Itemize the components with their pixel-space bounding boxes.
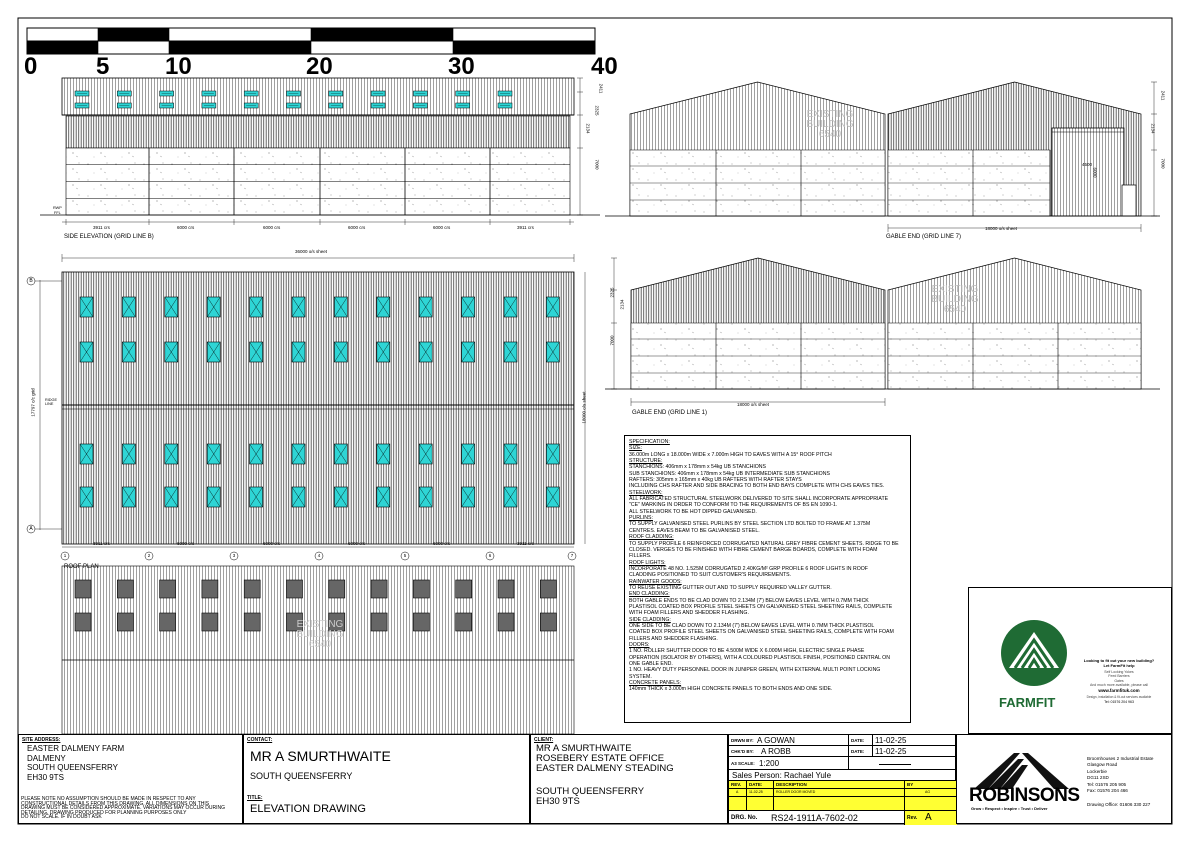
side-dim-6: 3911 crs — [517, 225, 534, 230]
roof-bay-3: 6000 crs — [263, 541, 281, 546]
roof-width-left: 17797 c/c grid — [30, 388, 36, 417]
gable7-existing: EXISTING BUILDING 6540 — [806, 109, 854, 140]
spec-line: INCORPORATE 48 NO. 1.525M CORRUGATED 2.40KG/M² GRP PROFILE 6 ROOF LIGHTS IN ROOF — [629, 565, 868, 572]
scale-seg — [98, 28, 169, 41]
side-h-3: 2134 — [585, 123, 591, 134]
existing-rooflight — [160, 580, 176, 598]
robinsons-block — [956, 734, 1172, 824]
gable7-h-2: 2134 — [1150, 123, 1156, 134]
spec-line: 36.000m LONG x 18.000m WIDE x 7.000m HIGH TO EAVES WITH A 15° ROOF PITCH — [629, 451, 832, 458]
existing-rooflight — [202, 613, 218, 631]
farmfit-note: Design, installation & fit-out services available — [1086, 695, 1152, 699]
grid-b-label: B — [29, 278, 33, 284]
roof-grid-1: 1 — [63, 553, 67, 558]
existing-rooflight — [287, 580, 303, 598]
spec-line: INCLUDING CHS RAFTER AND SIDE BRACING TO BOTH END BAYS COMPLETE WITH CHS EAVES TIES. — [629, 483, 885, 490]
side-h-4: 7000 — [594, 159, 600, 170]
side-roof — [62, 78, 574, 115]
side-elevation-title: SIDE ELEVATION (GRID LINE B) — [64, 234, 154, 240]
spec-line: COATED BOX PROFILE STEEL SHEETS ON GALVANISED STEEL SHEETING RAILS, COMPLETE WITH FOAM — [629, 629, 894, 636]
farmfit-web[interactable]: www.farmfituk.com — [1098, 688, 1140, 693]
gable1-h-2: 2134 — [619, 299, 625, 310]
existing-rooflight — [244, 613, 260, 631]
spec-line: RAINWATER GOODS: — [629, 578, 682, 585]
roof-grid-7: 7 — [570, 553, 574, 558]
gable1-h-3: 7000 — [609, 335, 615, 346]
robinsons-address: Broomhouses 2 Industrial Estate Glasgow Road Lockerbie DG11 2SD Tel: 01576 205 905 Fax: 01576 204 466 — [1087, 756, 1154, 794]
drawing-number: RS24-1911A-7602-02 — [771, 813, 858, 823]
farmfit-logo-icon — [999, 618, 1069, 688]
side-dim-1: 3911 crs — [93, 225, 110, 230]
drawing-info-block: DRWN BY: A GOWAN DATE: 11-02-25 CHK'D BY: A ROBB DATE: 11-02-25 A3 SCALE: 1:200 Sales Person: Rachael Yule REV. DATE: DESCRIPTION A 11-02-25 ROLLER DOOR MOVED BY AG DRG. No. RS24-1911A-7602-02 Rev. A — [728, 734, 956, 824]
existing-rooflight — [540, 613, 556, 631]
farmfit-panel — [968, 587, 1172, 734]
spec-line: BOTH GABLE ENDS TO BE CLAD DOWN TO 2.134M (7') BELOW EAVES LEVEL WITH 0.7MM THICK — [629, 597, 869, 604]
existing-rooflight — [371, 613, 387, 631]
roof-width-right: 18000 o/s sheet — [581, 391, 587, 424]
farmfit-brand: FARMFIT — [999, 695, 1056, 710]
robinsons-strap: Grow • Respect • Inspire • Trust • Deliver — [971, 806, 1048, 811]
gable7-door-h: 6000 — [1092, 167, 1098, 178]
roof-grid-3: 3 — [232, 553, 236, 558]
robinsons-office: Drawing Office: 01606 330 227 — [1087, 802, 1151, 807]
date-drawn: 11-02-25 — [875, 736, 907, 745]
existing-rooflight — [75, 613, 91, 631]
gable1-h-1: 2325 — [609, 287, 615, 298]
scale-seg — [27, 41, 98, 54]
side-dim-3: 6000 crs — [263, 225, 281, 230]
gable7-width: 18000 o/s sheet — [985, 226, 1018, 231]
contact-name: MR A SMURTHWAITE — [250, 748, 391, 764]
existing-rooflight — [498, 580, 514, 598]
specification-panel — [624, 435, 911, 723]
scale-tick-40: 40 — [591, 53, 618, 80]
spec-line: 1 NO. HEAVY DUTY PERSONNEL DOOR IN JUNIPER GREEN, WITH EXTERNAL MULTI POINT LOCKING — [629, 667, 881, 674]
spec-line: ROOF CLADDING: — [629, 534, 674, 541]
side-ffl: FFL — [54, 211, 61, 215]
existing-rooflight — [75, 580, 91, 598]
existing-rooflight — [117, 613, 133, 631]
farmfit-items: Self Locking Yokes Feed Barriers Gates And much more available, please call — [1090, 670, 1148, 687]
scale-tick-5: 5 — [96, 53, 110, 80]
existing-rooflight — [329, 580, 345, 598]
gable7-roller-door — [1052, 128, 1124, 216]
checked-by: A ROBB — [761, 747, 791, 756]
contact-location: SOUTH QUEENSFERRY — [250, 771, 353, 781]
existing-rooflight — [413, 613, 429, 631]
existing-rooflight — [117, 580, 133, 598]
scale-tick-10: 10 — [165, 53, 192, 80]
spec-line: STEELWORK: — [629, 489, 663, 496]
roof-existing: EXISTING BUILDING 6540 — [296, 619, 344, 650]
spec-line: CONCRETE PANELS: — [629, 680, 682, 687]
spec-line: SIZE: — [629, 445, 642, 452]
client-name: MR A SMURTHWAITE ROSEBERY ESTATE OFFICE EASTER DALMENY STEADING — [536, 743, 674, 774]
roof-bay-6: 3911 crs — [517, 541, 534, 546]
spec-line: FILLERS AND SHEDDER FLASHING. — [629, 635, 718, 642]
spec-line: SPECIFICATION: — [629, 439, 670, 445]
roof-plan-outline — [62, 272, 574, 544]
existing-rooflight — [371, 580, 387, 598]
existing-rooflight — [160, 613, 176, 631]
roof-existing-building — [62, 566, 574, 734]
spec-line: ROOF LIGHTS: — [629, 559, 666, 566]
roof-bay-1: 3911 crs — [93, 541, 110, 546]
farmfit-tel: Tel: 01576 204 963 — [1104, 700, 1134, 704]
roof-bay-2: 6000 crs — [177, 541, 195, 546]
grid-a-label: A — [29, 526, 33, 532]
gable1-width: 18000 o/s sheet — [737, 402, 770, 407]
scale-tick-30: 30 — [448, 53, 475, 80]
spec-line: DOORS: — [629, 642, 650, 648]
spec-line: 1 NO. ROLLER SHUTTER DOOR TO BE 4.500M WIDE X 6.000M HIGH, ELECTRIC SINGLE PHASE — [629, 648, 865, 655]
spec-line: PURLINS: — [629, 515, 653, 522]
contact-cell: CONTACT: MR A SMURTHWAITE SOUTH QUEENSFERRY TITLE: ELEVATION DRAWING — [243, 734, 530, 824]
roof-grid-2: 2 — [147, 553, 151, 558]
existing-rooflight — [244, 580, 260, 598]
spec-line: TO SUPPLY GALVANISED STEEL PURLINS BY STEEL SECTION LTD BOLTED TO FRAME AT 1.375M — [629, 521, 871, 528]
side-cladding — [66, 116, 570, 148]
drawing-scale: 1:200 — [759, 759, 780, 768]
roof-ridge-label: RIDGE LINE — [45, 398, 58, 406]
spec-line: ONE GABLE END. — [629, 661, 673, 668]
spec-line: PLASTISOL COATED BOX PROFILE STEEL SHEETS ON GALVANISED STEEL SHEETING RAILS, COMPLETE — [629, 603, 893, 610]
scale-seg — [311, 28, 453, 41]
spec-line: 140mm THICK x 3.000m HIGH CONCRETE PANELS TO BOTH ENDS AND ONE SIDE. — [629, 686, 833, 693]
spec-line: ONE SIDE TO BE CLAD DOWN TO 2.134M (7') BELOW EAVES LEVEL WITH 0.7MM THICK PLASTISOL — [629, 622, 875, 629]
roof-grid-6: 6 — [488, 553, 492, 558]
roof-length: 36000 o/s sheet — [295, 249, 328, 254]
spec-line: WITH FOAM FILLERS AND SHEDDER FLASHING. — [629, 610, 749, 617]
side-rwp: RWP — [53, 206, 62, 210]
revision-table: REV. DATE: DESCRIPTION A 11-02-25 ROLLER DOOR MOVED — [729, 781, 905, 811]
gable1-existing: EXISTING BUILDING 6540 — [931, 284, 979, 315]
side-dim-4: 6000 crs — [348, 225, 366, 230]
farmfit-tagline: Looking to fit out your new building? — [1083, 658, 1155, 663]
gable7-h-1: 2411 — [1160, 90, 1166, 101]
spec-line: FILLERS. — [629, 553, 652, 560]
revision-letter: A — [925, 812, 932, 823]
robinsons-brand: ROBINSONS — [969, 785, 1080, 806]
spec-line: STRUCTURE: — [629, 458, 663, 465]
spec-line: CLOSED. VERGES TO BE FINISHED WITH FIBRE CEMENT BARGE BOARDS, COMPLETE WITH FOAM — [629, 546, 878, 553]
robinsons-logo-icon — [974, 751, 1069, 789]
spec-line: CENTRES. EAVES BEAM TO BE GALVANISED STEEL. — [629, 527, 760, 534]
existing-rooflight — [202, 580, 218, 598]
disclaimer: PLEASE NOTE NO ASSUMPTION SHOULD BE MADE IN RESPECT TO ANY CONSTRUCTIONAL DETAILS FROM THIS DRAWING. ALL DIMENSIONS ON THIS DRAWING MUST BE CONSIDERED APPROXIMATE. VARIATIONS MAY OCCUR DURING DETAILING. DRAWING PRODUCED FOR PLANNING PURPOSES ONLY DO NOT SCALE. IF IN DOUBT ASK — [21, 796, 226, 821]
client-cell: CLIENT: MR A SMURTHWAITE ROSEBERY ESTATE OFFICE EASTER DALMENY STEADING SOUTH QUEENSFERRY EH30 9TS — [530, 734, 728, 824]
site-address-cell: SITE ADDRESS: EASTER DALMENY FARM DALMENY SOUTH QUEENSFERRY EH30 9TS PLEASE NOTE NO ASSUMPTION SHOULD BE MADE IN RESPECT TO ANY CONSTRUCTIONAL DETAILS FROM THIS DRAWING. ALL DIMENSIONS ON THIS DRAWING MUST BE CONSIDERED APPROXIMATE. VARIATIONS MAY OCCUR DURING DETAILING. DRAWING PRODUCED FOR PLANNING PURPOSES ONLY DO NOT SCALE. IF IN DOUBT ASK — [18, 734, 243, 824]
side-h-2: 2325 — [594, 105, 600, 116]
spec-line: SYSTEM. — [629, 673, 652, 680]
site-address: EASTER DALMENY FARM DALMENY SOUTH QUEENSFERRY EH30 9TS — [27, 744, 125, 782]
spec-line: RAFTERS: 305mm x 165mm x 40kg UB RAFTERS WITH RAFTER STAYS — [629, 477, 802, 484]
drawing-title: ELEVATION DRAWING — [250, 803, 366, 815]
gable7-h-3: 7000 — [1160, 158, 1166, 169]
spec-line: SIDE CLADDING: — [629, 616, 671, 623]
spec-line: CLADDING POSITIONED TO SUIT CUSTOMER'S REQUIREMENTS. — [629, 572, 792, 579]
scale-tick-20: 20 — [306, 53, 333, 80]
roof-grid-5: 5 — [403, 553, 407, 558]
client-address: SOUTH QUEENSFERRY EH30 9TS — [536, 786, 645, 807]
existing-rooflight — [540, 580, 556, 598]
spec-line: SUB STANCHIONS: 406mm x 178mm x 54kg UB INTERMEDIATE SUB STANCHIONS — [629, 470, 830, 477]
roof-bay-5: 6000 crs — [433, 541, 451, 546]
scale-tick-0: 0 — [24, 53, 38, 80]
existing-rooflight — [498, 613, 514, 631]
gable-1-title: GABLE END (GRID LINE 1) — [632, 410, 708, 416]
existing-rooflight — [413, 580, 429, 598]
spec-line: STANCHIONS: 406mm x 178mm x 54kg UB STANCHIONS — [629, 464, 767, 471]
side-dim-2: 6000 crs — [177, 225, 195, 230]
roof-grid-4: 4 — [317, 553, 321, 558]
spec-line: "CE" MARKING IN ORDER TO CONFORM TO THE REQUIREMENTS OF BS EN 1090-1. — [629, 502, 838, 509]
drawn-by: A GOWAN — [757, 736, 795, 745]
spec-line: OPERATION (ISOLATOR BY OTHERS), WITH A COLOURED PLASTISOL FINISH, POSITIONED CENTRAL ON — [629, 654, 890, 661]
gable7-door-w: 4500 — [1082, 162, 1093, 167]
gable-7-title: GABLE END (GRID LINE 7) — [886, 234, 962, 240]
farmfit-tagline2: Let FarmFit help — [1103, 663, 1135, 668]
spec-line: TO SUPPLY PROFILE 6 REINFORCED CORRUGATED NATURAL GREY FIBRE CEMENT SHEETS. RIDGE TO BE — [629, 540, 899, 547]
roof-plan-title: ROOF PLAN — [64, 564, 99, 570]
spec-line: ALL STEELWORK TO BE HOT DIPPED GALVANISED. — [629, 508, 757, 515]
spec-line: END CLADDING: — [629, 591, 670, 598]
roof-bay-4: 6000 crs — [348, 541, 366, 546]
date-checked: 11-02-25 — [875, 747, 907, 756]
existing-rooflight — [456, 580, 472, 598]
sales-person: Sales Person: Rachael Yule — [732, 771, 832, 780]
existing-rooflight — [456, 613, 472, 631]
gable7-personnel-door — [1122, 185, 1136, 216]
spec-line: TO REUSE EXISTING GUTTER OUT AND TO SUPPLY REQUIRED VALLEY GUTTER. — [629, 584, 832, 591]
side-dim-5: 6000 crs — [433, 225, 451, 230]
spec-line: ALL FABRICATED STRUCTURAL STEELWORK DELIVERED TO SITE SHALL INCORPORATE APPROPRIATE — [629, 496, 889, 503]
side-h-1: 2411 — [598, 83, 604, 94]
